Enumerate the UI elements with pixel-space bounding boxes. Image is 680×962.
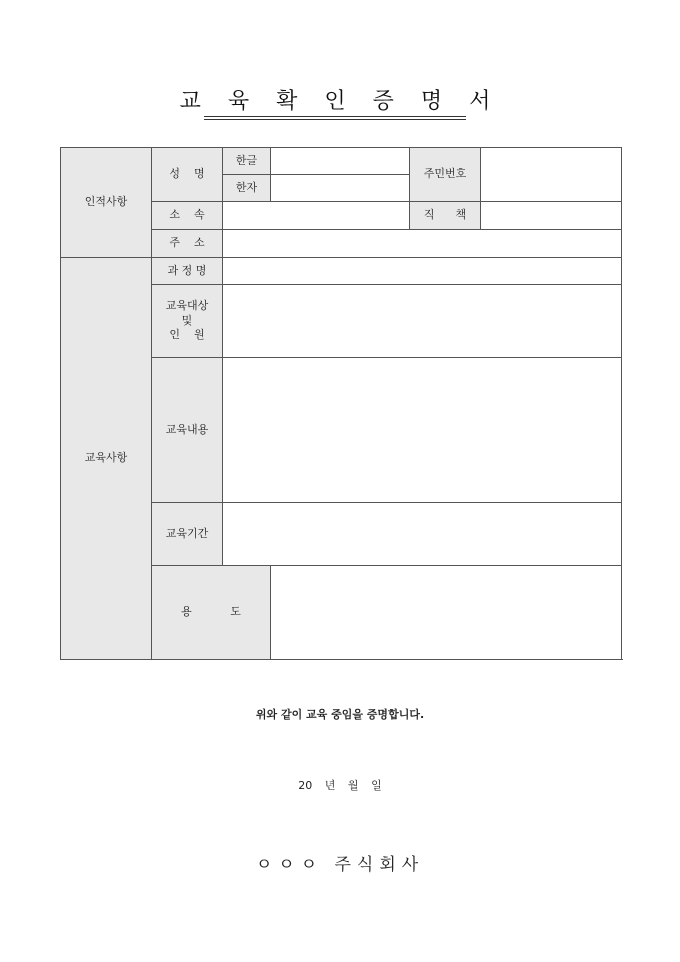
korean-name-label: 한글 bbox=[223, 148, 271, 175]
date-year-prefix: 20 bbox=[298, 779, 313, 792]
period-field[interactable] bbox=[223, 503, 622, 566]
name-label: 성 명 bbox=[152, 148, 223, 202]
address-label: 주 소 bbox=[152, 230, 223, 258]
education-section-label: 교육사항 bbox=[61, 258, 152, 660]
issue-date bbox=[0, 777, 680, 793]
resident-number-field[interactable] bbox=[481, 148, 622, 202]
document-title: 교 육 확 인 증 명 서 bbox=[179, 89, 501, 114]
affiliation-field[interactable] bbox=[223, 202, 410, 230]
certificate-form-table bbox=[60, 147, 622, 660]
course-name-label: 과 정 명 bbox=[152, 258, 223, 285]
purpose-field[interactable] bbox=[271, 566, 622, 660]
purpose-label: 용 도 bbox=[152, 566, 271, 660]
target-label bbox=[152, 285, 223, 358]
confirmation-text: 위와 같이 교육 중임을 증명합니다. bbox=[255, 708, 425, 721]
period-label: 교육기간 bbox=[152, 503, 223, 566]
content-label: 교육내용 bbox=[152, 358, 223, 503]
course-name-field[interactable] bbox=[223, 258, 622, 285]
hanja-name-field[interactable] bbox=[271, 175, 410, 202]
target-label-line1: 교육대상 bbox=[165, 298, 209, 312]
date-month: 월 bbox=[347, 779, 359, 792]
target-label-line3: 인 원 bbox=[169, 328, 205, 342]
title-underline-top bbox=[204, 116, 466, 117]
affiliation-label: 소 속 bbox=[152, 202, 223, 230]
target-label-line2: 및 bbox=[181, 313, 193, 327]
title-underline-bottom bbox=[204, 119, 466, 120]
korean-name-field[interactable] bbox=[271, 148, 410, 175]
content-field[interactable] bbox=[223, 358, 622, 503]
date-year: 년 bbox=[324, 779, 336, 792]
position-field[interactable] bbox=[481, 202, 622, 230]
date-day: 일 bbox=[371, 779, 382, 792]
resident-number-label: 주민번호 bbox=[410, 148, 481, 202]
hanja-name-label: 한자 bbox=[223, 175, 271, 202]
company-name: ㅇㅇㅇ 주식회사 bbox=[255, 855, 425, 875]
position-label: 직 책 bbox=[410, 202, 481, 230]
address-field[interactable] bbox=[223, 230, 622, 258]
personal-section-label: 인적사항 bbox=[61, 148, 152, 258]
target-field[interactable] bbox=[223, 285, 622, 358]
